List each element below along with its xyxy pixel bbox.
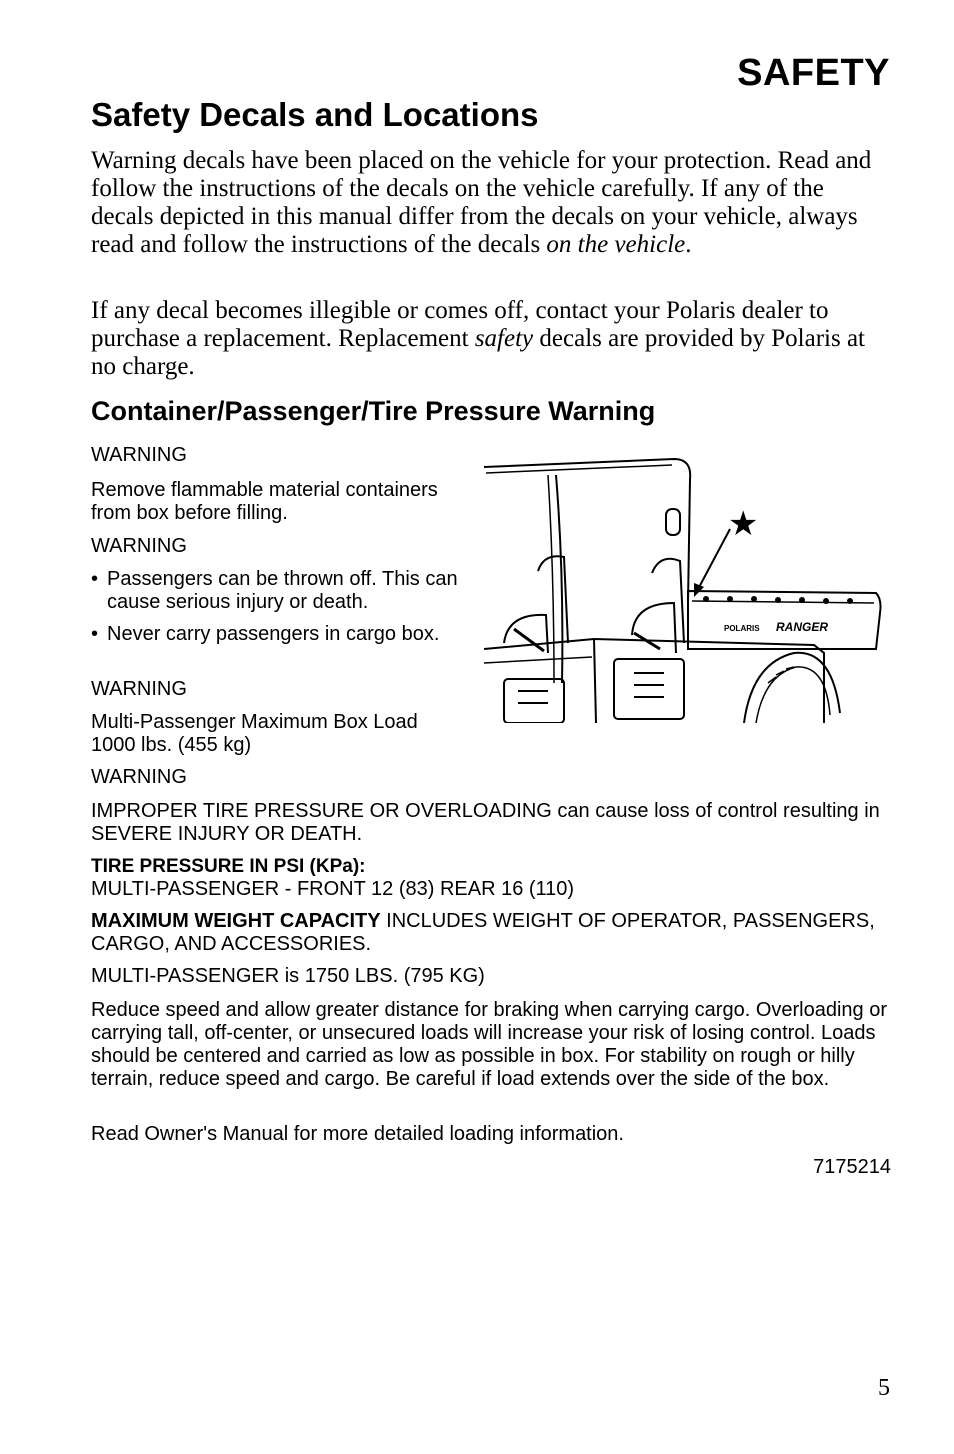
tire-pressure-spec xyxy=(91,855,891,901)
star-marker-icon: ★ xyxy=(728,504,759,544)
read-manual-note: Read Owner's Manual for more detailed loading information. xyxy=(91,1123,624,1145)
section-subheading: Container/Passenger/Tire Pressure Warning xyxy=(91,396,656,426)
page-number: 5 xyxy=(878,1375,890,1401)
bullet-item-thrown-off: • Passengers can be thrown off. This can cause serious injury or death. xyxy=(91,568,458,613)
page-title: Safety Decals and Locations xyxy=(91,96,539,133)
warning-text-tire-pressure: IMPROPER TIRE PRESSURE OR OVERLOADING can cause loss of control resulting in SEVERE INJURY OR DEATH. xyxy=(91,800,880,845)
brand-decal: POLARIS xyxy=(724,624,760,633)
max-weight-capacity: MAXIMUM WEIGHT CAPACITY INCLUDES WEIGHT OF OPERATOR, PASSENGERS, CARGO, AND ACCESSORIES. xyxy=(91,910,875,955)
warning-text-flammable: Remove flammable material containers from box before filling. xyxy=(91,479,438,524)
tire-pressure-value: MULTI-PASSENGER - FRONT 12 (83) REAR 16 (110) xyxy=(91,878,575,900)
model-decal: RANGER xyxy=(776,620,829,634)
warning-text-box-load: Multi-Passenger Maximum Box Load 1000 lbs. (455 kg) xyxy=(91,711,418,756)
cargo-advice-paragraph: Reduce speed and allow greater distance for braking when carrying cargo. Overloading or carrying tall, off-center, or unsecured loads will increase your risk of losing control. Loads should be centered and carried as low as possible in box. For stability on rough or hilly terrain, reduce speed and cargo. Be careful if load extends over the side of the box. xyxy=(91,999,888,1090)
pointer-arrowhead xyxy=(694,583,704,597)
vehicle-line-drawing xyxy=(484,453,886,723)
section-header: SAFETY xyxy=(737,52,890,94)
vehicle-decal-location-figure xyxy=(484,453,886,723)
warning-label-3: WARNING xyxy=(91,678,187,700)
warning-label-4: WARNING xyxy=(91,766,187,788)
intro-paragraph-1: Warning decals have been placed on the vehicle for your protection. Read and follow the instructions of the decals on the vehicle carefully. If any of the decals depicted in this manual differ from the decals on your vehicle, always read and follow the instructions of the decals on the vehicle. xyxy=(91,147,872,258)
bullet-item-cargo-box: • Never carry passengers in cargo box. xyxy=(91,623,440,645)
warning-label-1: WARNING xyxy=(91,444,187,466)
tire-pressure-label: TIRE PRESSURE IN PSI (KPa): xyxy=(91,856,366,877)
part-number: 7175214 xyxy=(813,1156,891,1178)
intro-paragraph-2: If any decal becomes illegible or comes off, contact your Polaris dealer to purchase a replacement. Replacement safety decals are provided by Polaris at no charge. xyxy=(91,297,865,380)
multi-passenger-capacity: MULTI-PASSENGER is 1750 LBS. (795 KG) xyxy=(91,965,485,987)
warning-label-2: WARNING xyxy=(91,535,187,557)
